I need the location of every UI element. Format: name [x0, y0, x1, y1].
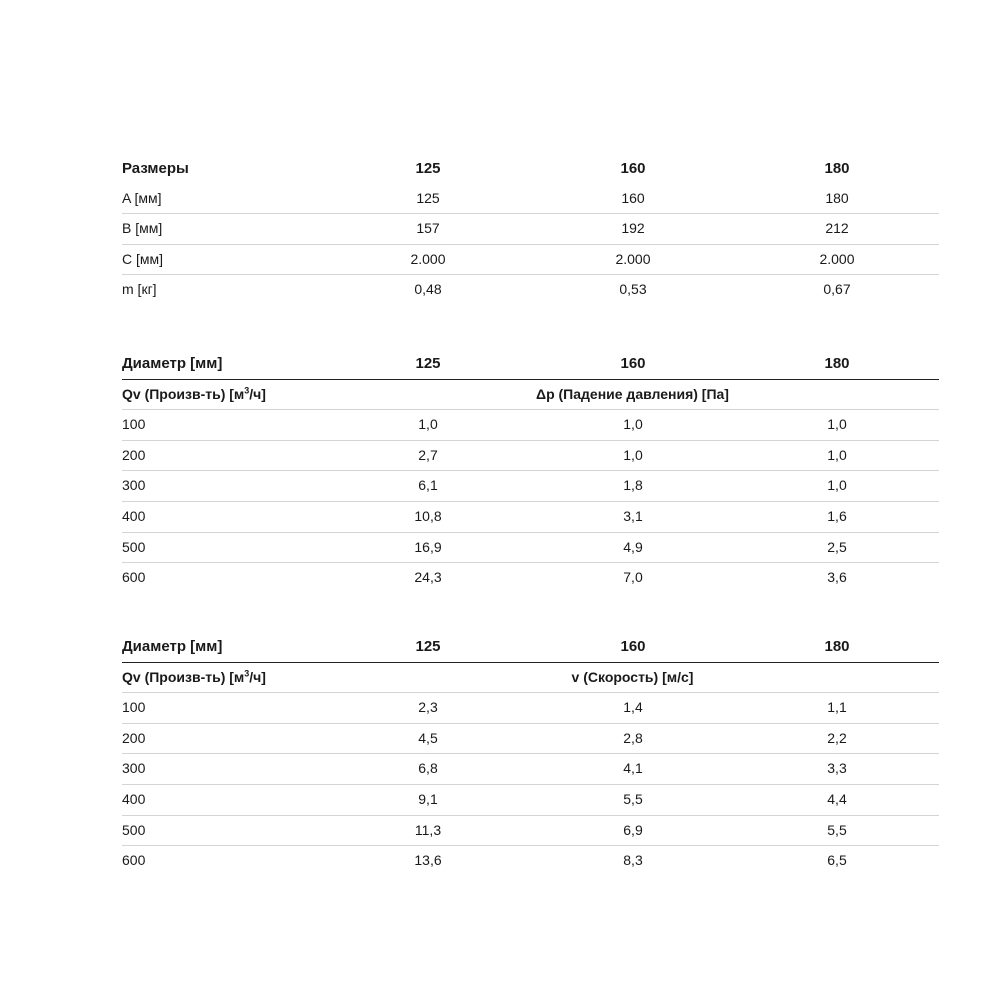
dimensions-header-160: 160 — [620, 160, 646, 177]
value-180: 180 — [825, 189, 849, 206]
pressure-header-125: 125 — [415, 355, 441, 372]
value-125: 2,7 — [418, 446, 438, 463]
dimensions-header-row — [122, 154, 939, 184]
value-160: 4,1 — [623, 760, 643, 777]
value-125: 4,5 — [418, 729, 438, 746]
value-125: 11,3 — [414, 821, 442, 838]
pressure-drop-table — [122, 349, 939, 593]
value-160: 4,9 — [623, 538, 643, 555]
flow-value: 200 — [122, 729, 146, 746]
dimensions-table — [122, 154, 939, 305]
table-row — [122, 410, 939, 441]
value-125: 9,1 — [418, 790, 438, 807]
value-125: 13,6 — [414, 852, 442, 869]
flow-value: 300 — [122, 477, 146, 494]
value-180: 1,0 — [827, 477, 847, 494]
velocity-label: v (Скорость) [м/с] — [571, 668, 694, 685]
pressure-header-label: Диаметр [мм] — [122, 355, 223, 372]
value-125: 24,3 — [414, 569, 442, 586]
flow-rate-label: Qv (Произв-ть) $[м^3/ч]$ — [122, 384, 266, 402]
table-row — [122, 816, 939, 847]
dimensions-row-a — [122, 184, 939, 215]
value-180: 1,0 — [827, 416, 847, 433]
value-180: 1,1 — [827, 699, 847, 716]
velocity-table — [122, 632, 939, 876]
table-row — [122, 846, 939, 876]
velocity-header-160: 160 — [620, 638, 646, 655]
value-160: 2.000 — [615, 250, 651, 267]
dimensions-header-label: Размеры — [122, 160, 189, 177]
value-160: 6,9 — [623, 821, 643, 838]
value-125: 10,8 — [414, 507, 442, 524]
row-label: A [мм] — [122, 189, 162, 206]
value-180: 1,0 — [827, 446, 847, 463]
row-label: B [мм] — [122, 220, 163, 237]
value-180: 3,6 — [827, 569, 847, 586]
value-160: 1,8 — [623, 477, 643, 494]
value-180: 2.000 — [819, 250, 855, 267]
velocity-header-125: 125 — [415, 638, 441, 655]
table-row — [122, 471, 939, 502]
flow-value: 400 — [122, 790, 146, 807]
value-125: 157 — [416, 220, 440, 237]
dimensions-row-c — [122, 245, 939, 276]
value-160: 160 — [621, 189, 645, 206]
value-180: 5,5 — [827, 821, 847, 838]
dimensions-header-125: 125 — [415, 160, 441, 177]
flow-value: 200 — [122, 446, 146, 463]
flow-value: 100 — [122, 699, 146, 716]
velocity-subheader-row — [122, 663, 939, 694]
value-160: 3,1 — [623, 507, 643, 524]
value-180: 3,3 — [827, 760, 847, 777]
value-160: 5,5 — [623, 790, 643, 807]
value-160: 1,0 — [623, 446, 643, 463]
dimensions-row-b — [122, 214, 939, 245]
table-row — [122, 754, 939, 785]
table-row — [122, 441, 939, 472]
dimensions-header-180: 180 — [824, 160, 850, 177]
velocity-header-label: Диаметр [мм] — [122, 638, 223, 655]
velocity-header-180: 180 — [824, 638, 850, 655]
table-row — [122, 533, 939, 564]
value-160: 1,0 — [623, 416, 643, 433]
table-row — [122, 724, 939, 755]
flow-value: 600 — [122, 569, 146, 586]
value-180: 6,5 — [827, 852, 847, 869]
value-180: 0,67 — [823, 281, 851, 298]
flow-value: 300 — [122, 760, 146, 777]
row-label: C [мм] — [122, 250, 164, 267]
pressure-header-row — [122, 349, 939, 380]
value-125: 6,8 — [418, 760, 438, 777]
value-125: 125 — [416, 189, 440, 206]
flow-value: 400 — [122, 507, 146, 524]
value-160: 0,53 — [619, 281, 647, 298]
dimensions-row-m — [122, 275, 939, 305]
value-180: 1,6 — [827, 507, 847, 524]
pressure-subheader-row — [122, 380, 939, 411]
flow-rate-label: Qv (Произв-ть) $[м^3/ч]$ — [122, 667, 266, 685]
velocity-header-row — [122, 632, 939, 663]
table-row — [122, 502, 939, 533]
table-row — [122, 693, 939, 724]
value-125: 1,0 — [418, 416, 438, 433]
value-125: 16,9 — [414, 538, 442, 555]
row-label: m [кг] — [122, 281, 157, 298]
value-160: 8,3 — [623, 852, 643, 869]
pressure-header-180: 180 — [824, 355, 850, 372]
value-160: 1,4 — [623, 699, 643, 716]
flow-value: 100 — [122, 416, 146, 433]
value-125: 2,3 — [418, 699, 438, 716]
flow-value: 600 — [122, 852, 146, 869]
table-row — [122, 785, 939, 816]
pressure-header-160: 160 — [620, 355, 646, 372]
flow-value: 500 — [122, 538, 146, 555]
value-160: 192 — [621, 220, 645, 237]
value-180: 212 — [825, 220, 849, 237]
value-160: 7,0 — [623, 569, 643, 586]
value-125: 2.000 — [410, 250, 446, 267]
value-180: 4,4 — [827, 790, 847, 807]
value-180: 2,5 — [827, 538, 847, 555]
value-160: 2,8 — [623, 729, 643, 746]
flow-value: 500 — [122, 821, 146, 838]
pressure-drop-label: Δp (Падение давления) [Па] — [536, 385, 729, 402]
value-125: 0,48 — [414, 281, 442, 298]
value-180: 2,2 — [827, 729, 847, 746]
value-125: 6,1 — [418, 477, 438, 494]
table-row — [122, 563, 939, 593]
